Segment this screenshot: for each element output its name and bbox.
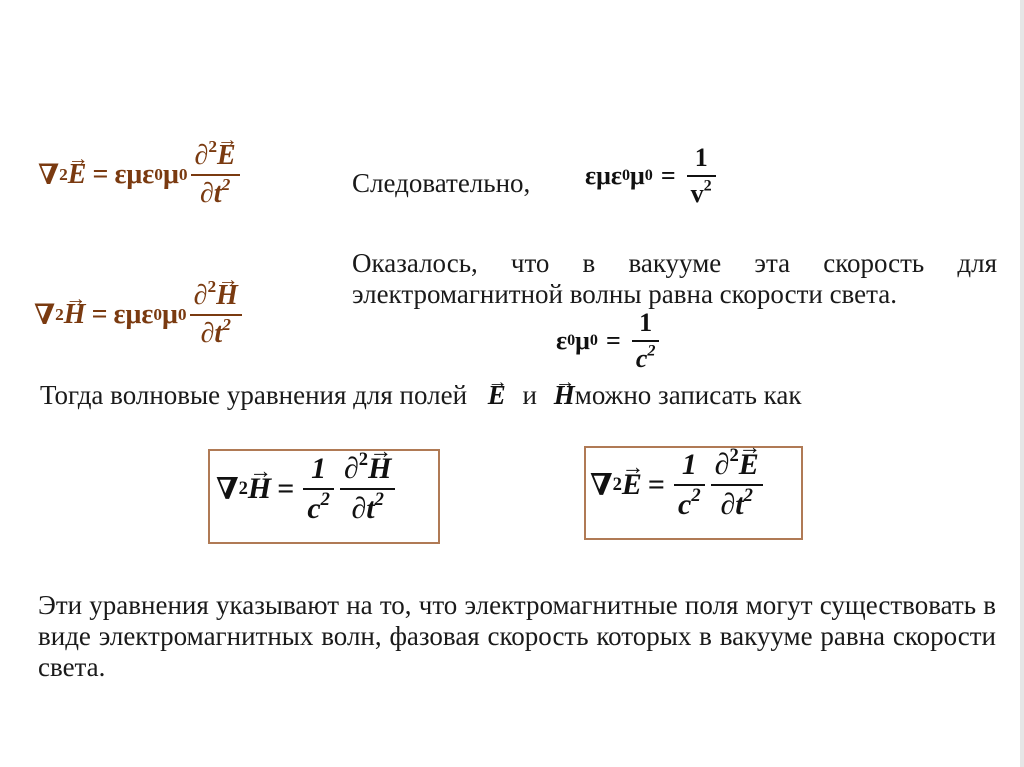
then-wave-equations-line: Тогда волновые уравнения для полей → E и → Hможно записать как (40, 380, 802, 411)
field-e-symbol: → E (488, 380, 506, 411)
nabla-symbol: ∇ (216, 472, 239, 506)
nabla-symbol: ∇ (590, 468, 613, 502)
slide-right-edge (1020, 0, 1024, 767)
epsmu-equals-inverse-v-squared: εμε 0 μ 0 = $\frac{1}{v^2}$ (585, 143, 719, 209)
nabla-symbol: ∇ (34, 300, 56, 331)
field-e-vector: → E (68, 159, 87, 191)
nabla-symbol: ∇ (38, 160, 60, 191)
boxed-wave-equation-h-formula: ∇ 2 → H = $\frac{1}{c^2}$ $\frac{\partial^2\to H}{\partial t^2}$ (216, 452, 398, 526)
conclusion-paragraph: Эти уравнения указывают на то, что электромагнитные поля могут существовать в виде электромагнитных волн, фазовая скорость которых в вакууме равна скорости света. (38, 590, 996, 682)
eps0mu0-equals-inverse-c-squared: ε 0 μ 0 = $\frac{1}{c^2}$ (556, 308, 662, 374)
second-derivative-fraction: $\frac{\partial^2\to E}{\partial t^2}$ (191, 140, 240, 210)
speed-statement-paragraph: Оказалось, что в вакууме эта скорость для электромагнитной волны равна скорости света. (352, 248, 997, 309)
therefore-label: Следовательно, (352, 168, 531, 198)
wave-equation-h-brown: ∇ 2 → H = εμε 0 μ 0 $\frac{\partial^2\to H}{\partial t^2}$ (34, 280, 245, 350)
field-h-symbol: → H (554, 380, 575, 411)
field-h-vector: → H (64, 299, 86, 331)
wave-equation-e-brown: ∇ 2 → E = εμε 0 μ 0 $\frac{\partial^2\to E}{\partial t^2}$ (38, 140, 243, 210)
second-derivative-fraction: $\frac{\partial^2\to H}{\partial t^2}$ (190, 280, 242, 350)
boxed-wave-equation-e-formula: ∇ 2 → E = $\frac{1}{c^2}$ $\frac{\partial^2\to E}{\partial t^2}$ (590, 448, 766, 522)
